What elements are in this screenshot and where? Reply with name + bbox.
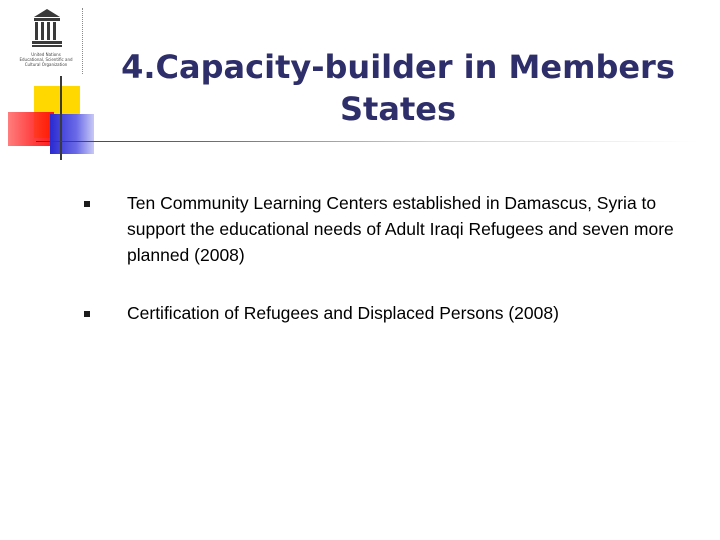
decor-vertical-line <box>60 76 62 160</box>
bullet-item <box>84 300 694 326</box>
bullet-text: Ten Community Learning Centers established in Damascus, Syria to support the educational needs of Adult Iraqi Refugees and seven more planned (2008) <box>127 193 674 265</box>
logo-divider <box>82 8 84 74</box>
decor-horizontal-rule <box>36 141 696 142</box>
logo-caption-line: Cultural Organization <box>24 62 68 67</box>
logo-caption-line: Educational, Scientific and <box>19 57 73 62</box>
bullet-list <box>84 190 694 358</box>
unesco-logo <box>12 8 80 78</box>
logo-caption <box>12 52 80 67</box>
temple-icon <box>32 8 62 48</box>
square-bullet-icon <box>84 311 90 317</box>
bullet-text: Certification of Refugees and Displaced Persons (2008) <box>127 303 559 323</box>
decor-blue-square <box>50 114 94 154</box>
logo-caption-line: United Nations <box>31 52 61 57</box>
slide-title: 4.Capacity-builder in Members States <box>121 48 675 128</box>
bullet-item <box>84 190 694 268</box>
square-bullet-icon <box>84 201 90 207</box>
